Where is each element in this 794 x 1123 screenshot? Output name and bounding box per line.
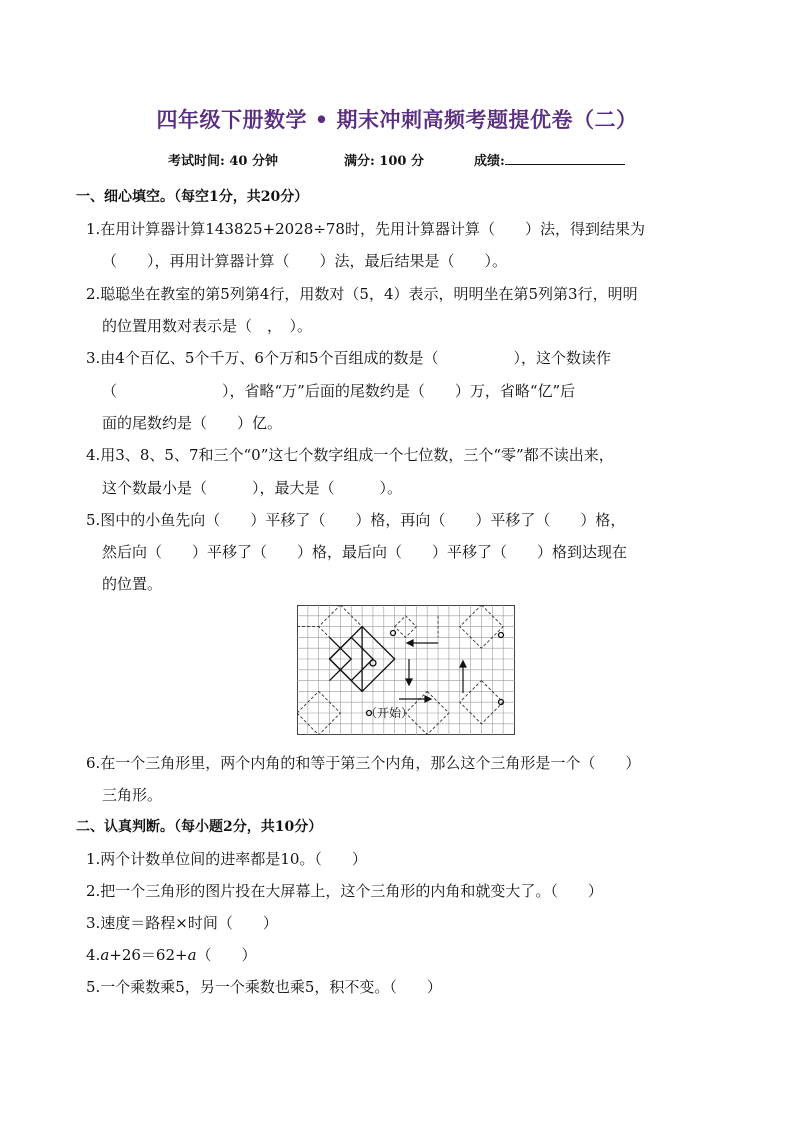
q4-line2: 这个数最小是（ ），最大是（ ）。 [102,479,403,497]
section1-heading: 一、细心填空。（每空1分，共20分） [76,189,309,205]
q2-line1: 2.聪聪坐在教室的第5列第4行，用数对（5，4）表示，明明坐在第5列第3行，明明 [86,285,638,303]
q4-line1: 4.用3、8、5、7和三个“0”这七个数字组成一个七位数，三个“零”都不读出来， [86,446,614,464]
var-a-1: a [100,946,110,964]
full-score: 满分: 100 分 [343,154,424,169]
q3-line1: 3.由4个百亿、5个千万、6个万和5个百组成的数是（ ），这个数读作 [86,349,611,367]
q3-line2: （ ），省略“万”后面的尾数约是（ ）万，省略“亿”后 [102,382,576,400]
q2-line2: 的位置用数对表示是（ ， ）。 [102,317,313,335]
judge-q4-mid: +26＝62+ [109,946,188,964]
judge-q4-end: （ ） [196,946,257,964]
judge-q3: 3.速度＝路程×时间（ ） [86,914,278,932]
judge-q2: 2.把一个三角形的图片投在大屏幕上，这个三角形的内角和就变大了。（ ） [86,882,603,900]
q5-line3: 的位置。 [102,575,163,593]
start-label: （开始） [365,706,414,720]
fish-grid-figure [297,605,515,735]
judge-q5: 5.一个乘数乘5，另一个乘数也乘5，积不变。（ ） [86,978,442,996]
var-a-2: a [187,946,197,964]
page-title: 四年级下册数学 • 期末冲刺高频考题提优卷（二） [156,107,638,132]
section2-heading: 二、认真判断。（每小题2分，共10分） [76,819,323,835]
fish-grid-svg [297,605,515,735]
q3-line3: 面的尾数约是（ ）亿。 [102,414,283,432]
judge-q4: 4.a+26＝62+a（ ） [86,946,257,964]
q5-line1: 5.图中的小鱼先向（ ）平移了（ ）格，再向（ ）平移了（ ）格， [86,511,626,529]
q6-line1: 6.在一个三角形里，两个内角的和等于第三个内角，那么这个三角形是一个（ ） [86,754,641,772]
judge-q1: 1.两个计数单位间的进率都是10。（ ） [86,850,367,868]
q6-line2: 三角形。 [102,786,163,804]
q1-line1: 1.在用计算器计算143825+2028÷78时，先用计算器计算（ ）法，得到结果为 [86,220,645,238]
exam-info [168,150,625,169]
result-label: 成绩: [473,154,505,169]
exam-time: 考试时间: 40 分钟 [168,154,278,169]
result-blank[interactable] [505,152,625,165]
q1-line2: （ ），再用计算器计算（ ）法，最后结果是（ ）。 [102,252,508,270]
q5-line2: 然后向（ ）平移了（ ）格，最后向（ ）平移了（ ）格到达现在 [102,543,628,561]
